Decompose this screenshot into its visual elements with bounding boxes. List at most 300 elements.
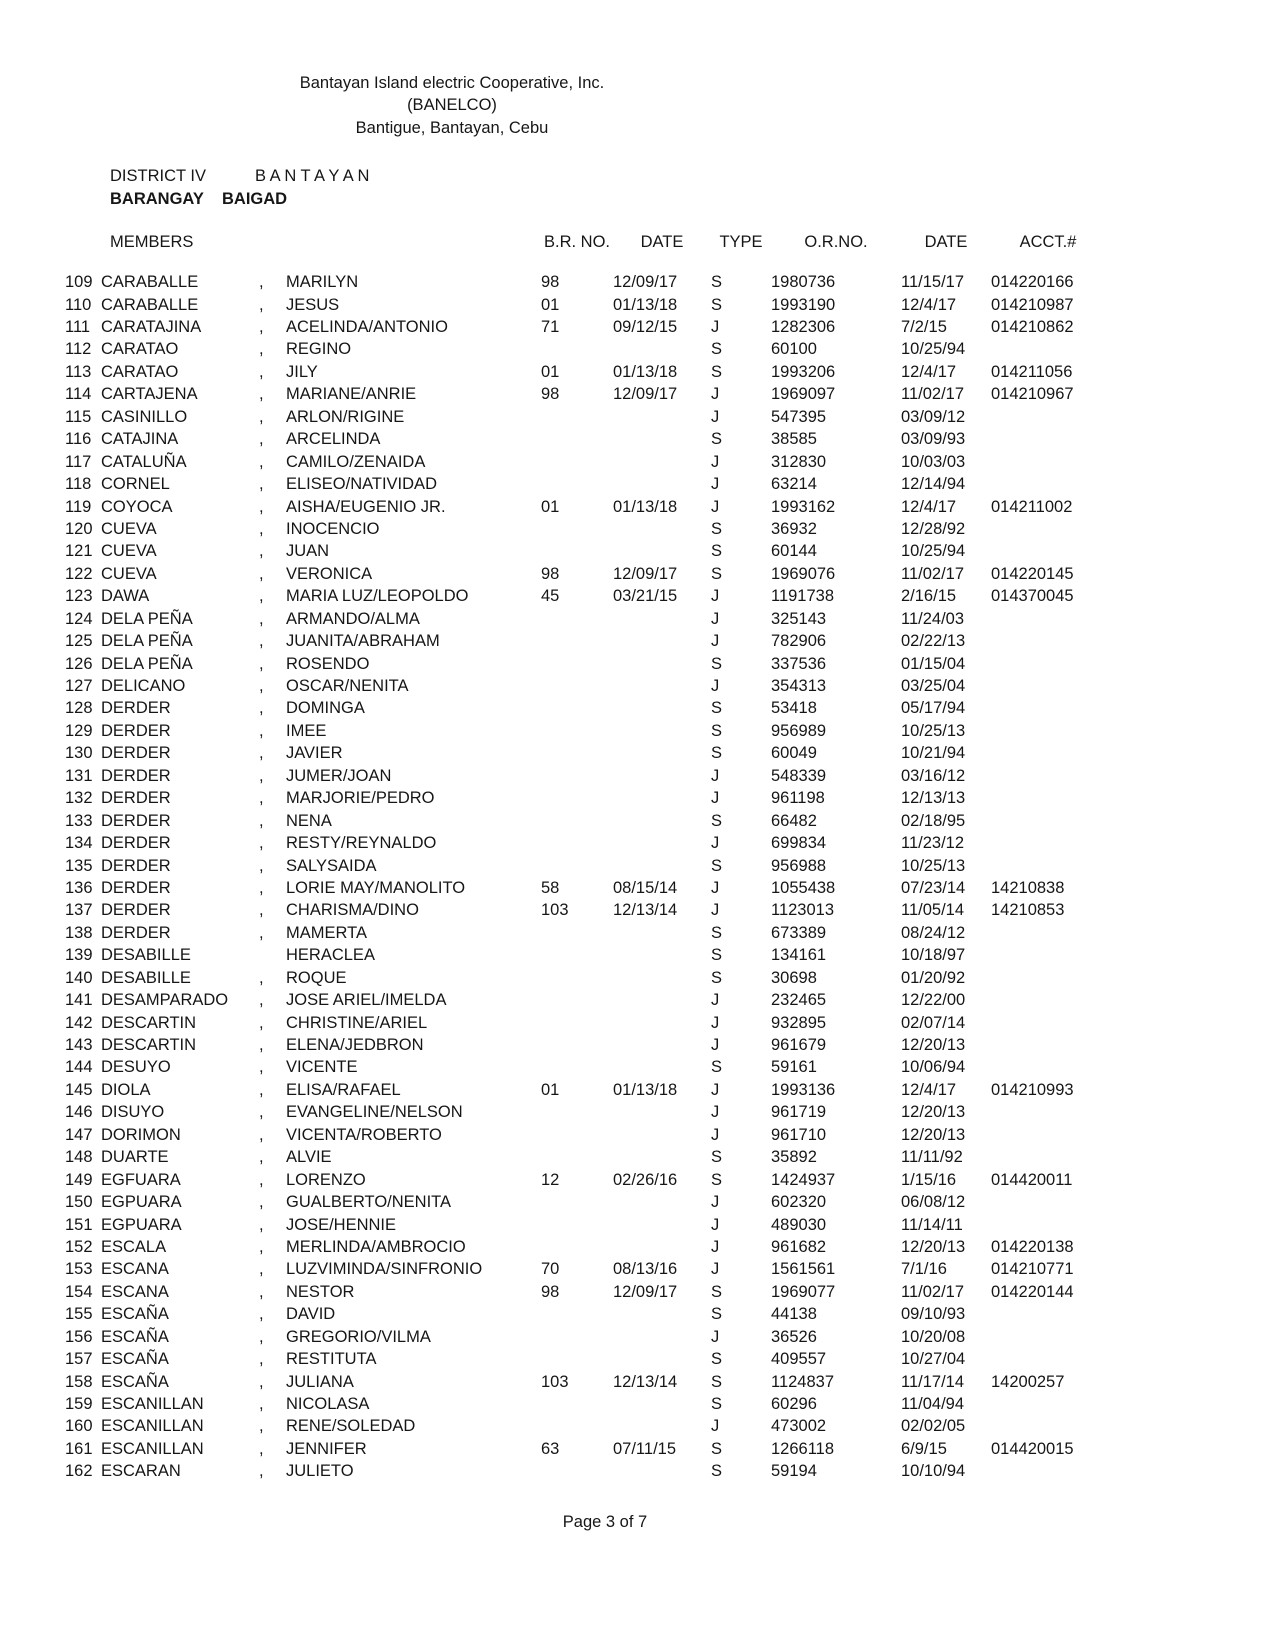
cell-no: 146: [65, 1103, 93, 1122]
cell-or-date: 03/16/12: [901, 766, 966, 785]
cell-given: ARCELINDA: [286, 430, 381, 449]
cell-acct: [991, 630, 1105, 652]
cell-br-no: 98: [541, 1282, 560, 1301]
header-spacer: [65, 253, 1105, 271]
table-row: [65, 1281, 1105, 1303]
cell-type: S: [711, 744, 723, 763]
cell-surname: ESCALA: [101, 1237, 167, 1256]
cell-acct: [991, 743, 1105, 765]
cell-or-date: 10/10/94: [901, 1462, 966, 1481]
table-row: [65, 630, 1105, 652]
cell-or-no: 36526: [771, 1327, 817, 1346]
cell-or-no: 961682: [771, 1237, 827, 1256]
table-row: [65, 1461, 1105, 1483]
cell-br-no: [541, 675, 613, 697]
cell-given: DOMINGA: [286, 699, 365, 718]
cell-given: VICENTA/ROBERTO: [286, 1125, 442, 1144]
cell-surname: DELICANO: [101, 677, 186, 696]
cell-acct: 14210838: [991, 878, 1065, 897]
cell-surname: DERDER: [101, 901, 171, 920]
cell-br-no: 01: [541, 497, 560, 516]
cell-surname: CARABALLE: [101, 273, 199, 292]
cell-acct: 014420011: [991, 1170, 1073, 1189]
cell-no: 152: [65, 1237, 93, 1256]
cell-acct: 014420015: [991, 1439, 1074, 1458]
cell-no: 115: [65, 407, 92, 426]
cell-br-date: [613, 945, 711, 967]
cell-given: JAVIER: [286, 744, 343, 763]
cell-no: 133: [65, 811, 93, 830]
cell-or-no: 60100: [771, 340, 817, 359]
cell-type: S: [711, 856, 723, 875]
cell-given: SALYSAIDA: [286, 856, 377, 875]
cell-br-no: [541, 967, 613, 989]
cell-type: J: [711, 1125, 720, 1144]
cell-type: S: [711, 1372, 723, 1391]
cell-br-no: [541, 406, 613, 428]
cell-acct: [991, 1214, 1105, 1236]
cell-comma: ,: [259, 991, 264, 1010]
cell-given: GUALBERTO/NENITA: [286, 1193, 452, 1212]
cell-surname: DESABILLE: [101, 968, 191, 987]
cell-comma: ,: [259, 273, 264, 292]
cell-br-date: [613, 1034, 711, 1056]
cell-type: J: [711, 318, 720, 337]
cell-type: J: [711, 991, 720, 1010]
cell-or-date: 12/20/13: [901, 1036, 966, 1055]
cell-surname: DERDER: [101, 744, 171, 763]
cell-comma: ,: [259, 1080, 264, 1099]
cell-acct: [991, 1461, 1105, 1483]
cell-or-date: 07/23/14: [901, 878, 966, 897]
cell-surname: CARABALLE: [101, 295, 199, 314]
cell-type: J: [711, 587, 720, 606]
cell-or-no: 956989: [771, 721, 827, 740]
table-row: [65, 922, 1105, 944]
cell-or-date: 11/24/03: [901, 609, 965, 628]
cell-no: 114: [65, 385, 92, 404]
cell-or-date: 03/09/12: [901, 407, 966, 426]
cell-surname: EGPUARA: [101, 1215, 182, 1234]
district-line: [110, 166, 370, 186]
cell-no: 161: [65, 1439, 93, 1458]
cell-surname: CATAJINA: [101, 430, 179, 449]
cell-br-date: 09/12/15: [613, 318, 678, 337]
table-row: [65, 1416, 1105, 1438]
cell-no: 158: [65, 1372, 93, 1391]
cell-or-no: 60144: [771, 542, 817, 561]
cell-or-date: 2/16/15: [901, 587, 957, 606]
cell-or-no: 699834: [771, 834, 827, 853]
cell-given: ACELINDA/ANTONIO: [286, 318, 448, 337]
cell-or-no: 1191738: [771, 587, 835, 606]
cell-type: J: [711, 1215, 720, 1234]
cell-br-date: [613, 406, 711, 428]
org-header: [0, 72, 904, 139]
table-row: [65, 563, 1105, 585]
cell-or-date: 08/24/12: [901, 923, 966, 942]
cell-type: S: [711, 430, 723, 449]
cell-br-no: [541, 989, 613, 1011]
cell-type: S: [711, 1058, 723, 1077]
cell-br-no: [541, 1057, 613, 1079]
cell-comma: ,: [259, 789, 264, 808]
cell-type: J: [711, 632, 720, 651]
cell-br-date: [613, 1124, 711, 1146]
cell-type: S: [711, 654, 723, 673]
cell-acct: [991, 855, 1105, 877]
cell-type: J: [711, 1237, 720, 1256]
table-row: [65, 271, 1105, 293]
cell-or-date: 10/06/94: [901, 1058, 966, 1077]
cell-comma: ,: [259, 497, 264, 516]
cell-given: ELISEO/NATIVIDAD: [286, 475, 437, 494]
cell-acct: [991, 810, 1105, 832]
cell-no: 155: [65, 1305, 93, 1324]
cell-acct: [991, 1416, 1105, 1438]
table-row: [65, 1214, 1105, 1236]
cell-comma: ,: [259, 677, 264, 696]
cell-or-date: 11/02/17: [901, 1282, 965, 1301]
cell-acct: 014220145: [991, 564, 1074, 583]
cell-no: 122: [65, 564, 93, 583]
cell-comma: ,: [259, 475, 264, 494]
cell-br-no: [541, 698, 613, 720]
cell-given: JESUS: [286, 295, 340, 314]
cell-no: 143: [65, 1036, 93, 1055]
cell-no: 139: [65, 946, 93, 965]
table-row: [65, 900, 1105, 922]
cell-or-no: 63214: [771, 475, 817, 494]
table-row: [65, 653, 1105, 675]
cell-acct: [991, 473, 1105, 495]
cell-br-date: [613, 967, 711, 989]
cell-given: EVANGELINE/NELSON: [286, 1103, 463, 1122]
cell-comma: ,: [259, 1439, 264, 1458]
cell-or-date: 10/18/97: [901, 946, 966, 965]
cell-type: J: [711, 834, 720, 853]
cell-type: J: [711, 1036, 720, 1055]
cell-acct: 014370045: [991, 587, 1074, 606]
cell-br-no: 12: [541, 1170, 560, 1189]
cell-br-no: [541, 720, 613, 742]
table-row: [65, 698, 1105, 720]
cell-given: RENE/SOLEDAD: [286, 1417, 416, 1436]
cell-acct: [991, 1348, 1105, 1370]
members-table: [65, 231, 1105, 1483]
cell-given: INOCENCIO: [286, 519, 380, 538]
cell-acct: [991, 429, 1105, 451]
cell-or-date: 11/05/14: [901, 901, 965, 920]
cell-no: 138: [65, 923, 93, 942]
cell-comma: ,: [259, 295, 264, 314]
cell-surname: DIOLA: [101, 1080, 151, 1099]
cell-br-date: 07/11/15: [613, 1439, 677, 1458]
cell-comma: ,: [259, 923, 264, 942]
cell-or-no: 354313: [771, 677, 827, 696]
cell-acct: [991, 945, 1105, 967]
table-row: [65, 451, 1105, 473]
cell-comma: ,: [259, 1036, 264, 1055]
cell-or-no: 1993190: [771, 295, 836, 314]
table-row: [65, 1304, 1105, 1326]
cell-or-date: 12/4/17: [901, 1080, 957, 1099]
cell-br-no: [541, 473, 613, 495]
cell-or-date: 06/08/12: [901, 1193, 966, 1212]
cell-br-date: [613, 1326, 711, 1348]
cell-given: ARLON/RIGINE: [286, 407, 405, 426]
cell-br-no: [541, 788, 613, 810]
cell-given: NICOLASA: [286, 1395, 370, 1414]
cell-type: S: [711, 968, 723, 987]
cell-acct: [991, 832, 1105, 854]
cell-given: AISHA/EUGENIO JR.: [286, 497, 446, 516]
cell-br-date: [613, 810, 711, 832]
cell-surname: DESCARTIN: [101, 1013, 197, 1032]
cell-surname: DERDER: [101, 721, 171, 740]
cell-br-no: [541, 1461, 613, 1483]
cell-or-no: 409557: [771, 1350, 827, 1369]
cell-type: J: [711, 1260, 720, 1279]
cell-or-no: 1282306: [771, 318, 836, 337]
cell-type: J: [711, 1013, 720, 1032]
cell-no: 145: [65, 1080, 93, 1099]
cell-br-no: [541, 1214, 613, 1236]
cell-or-date: 10/27/04: [901, 1350, 966, 1369]
cell-br-no: [541, 1034, 613, 1056]
cell-br-no: [541, 1326, 613, 1348]
cell-or-no: 59194: [771, 1462, 817, 1481]
cell-or-date: 12/28/92: [901, 519, 966, 538]
cell-surname: CATALUÑA: [101, 452, 187, 471]
cell-br-no: [541, 541, 613, 563]
cell-br-no: 01: [541, 362, 560, 381]
cell-type: J: [711, 789, 720, 808]
cell-or-date: 11/15/17: [901, 273, 965, 292]
cell-or-date: 03/25/04: [901, 677, 966, 696]
cell-comma: ,: [259, 856, 264, 875]
cell-acct: [991, 653, 1105, 675]
cell-no: 141: [65, 991, 93, 1010]
cell-or-date: 10/25/13: [901, 856, 966, 875]
cell-type: S: [711, 340, 723, 359]
cell-comma: ,: [259, 1462, 264, 1481]
table-row: [65, 855, 1105, 877]
cell-type: J: [711, 497, 720, 516]
cell-br-no: 98: [541, 564, 560, 583]
cell-no: 132: [65, 789, 93, 808]
cell-or-date: 11/17/14: [901, 1372, 965, 1391]
cell-comma: ,: [259, 385, 264, 404]
cell-comma: ,: [259, 1193, 264, 1212]
cell-or-no: 961198: [771, 789, 825, 808]
cell-comma: [259, 945, 286, 967]
cell-comma: ,: [259, 1327, 264, 1346]
cell-or-date: 05/17/94: [901, 699, 966, 718]
cell-br-no: 63: [541, 1439, 560, 1458]
cell-or-date: 11/14/11: [901, 1215, 963, 1234]
cell-or-no: 59161: [771, 1058, 817, 1077]
cell-comma: ,: [259, 1260, 264, 1279]
cell-acct: [991, 967, 1105, 989]
table-row: [65, 316, 1105, 338]
cell-no: 153: [65, 1260, 93, 1279]
cell-br-no: [541, 810, 613, 832]
cell-br-date: [613, 630, 711, 652]
cell-br-date: [613, 429, 711, 451]
cell-no: 160: [65, 1417, 93, 1436]
cell-no: 130: [65, 744, 93, 763]
cell-or-no: 1124837: [771, 1372, 835, 1391]
cell-given: JULIANA: [286, 1372, 354, 1391]
cell-type: S: [711, 1462, 723, 1481]
cell-no: 159: [65, 1395, 93, 1414]
cell-or-no: 38585: [771, 430, 817, 449]
table-row: [65, 1079, 1105, 1101]
cell-given: MARIANE/ANRIE: [286, 385, 417, 404]
cell-br-date: 12/09/17: [613, 564, 678, 583]
cell-no: 162: [65, 1462, 93, 1481]
cell-comma: ,: [259, 519, 264, 538]
cell-type: S: [711, 1148, 723, 1167]
cell-surname: DAWA: [101, 587, 150, 606]
cell-comma: ,: [259, 1395, 264, 1414]
cell-type: S: [711, 273, 723, 292]
table-row: [65, 945, 1105, 967]
cell-acct: [991, 1012, 1105, 1034]
cell-or-no: 1980736: [771, 273, 836, 292]
table-row: [65, 1012, 1105, 1034]
cell-acct: 014211002: [991, 497, 1073, 516]
cell-surname: DESCARTIN: [101, 1036, 197, 1055]
cell-br-no: [541, 765, 613, 787]
cell-surname: DELA PEÑA: [101, 609, 193, 628]
cell-br-date: 12/09/17: [613, 1282, 678, 1301]
cell-given: DAVID: [286, 1305, 336, 1324]
table-row: [65, 541, 1105, 563]
cell-or-date: 02/02/05: [901, 1417, 966, 1436]
cell-br-no: [541, 1393, 613, 1415]
cell-no: 127: [65, 677, 93, 696]
cell-surname: DERDER: [101, 923, 171, 942]
cell-br-date: [613, 608, 711, 630]
cell-br-date: [613, 1214, 711, 1236]
cell-comma: ,: [259, 901, 264, 920]
cell-given: OSCAR/NENITA: [286, 677, 409, 696]
cell-br-date: 08/15/14: [613, 878, 678, 897]
barangay-label: BARANGAY: [110, 190, 204, 208]
cell-comma: ,: [259, 340, 264, 359]
table-row: [65, 810, 1105, 832]
cell-or-date: 09/10/93: [901, 1305, 966, 1324]
table-row: [65, 406, 1105, 428]
cell-type: S: [711, 295, 723, 314]
cell-acct: [991, 1393, 1105, 1415]
cell-br-no: [541, 945, 613, 967]
cell-surname: ESCAÑA: [101, 1372, 169, 1391]
cell-type: S: [711, 1282, 723, 1301]
cell-surname: ESCANA: [101, 1282, 169, 1301]
cell-or-no: 35892: [771, 1148, 817, 1167]
cell-no: 136: [65, 878, 93, 897]
cell-br-no: 103: [541, 901, 569, 920]
cell-or-date: 12/4/17: [901, 497, 957, 516]
cell-br-no: [541, 1124, 613, 1146]
cell-surname: CASINILLO: [101, 407, 188, 426]
cell-type: J: [711, 452, 720, 471]
cell-type: S: [711, 542, 723, 561]
cell-acct: 14210853: [991, 901, 1065, 920]
cell-no: 110: [65, 295, 92, 314]
cell-surname: ESCANILLAN: [101, 1417, 204, 1436]
cell-type: J: [711, 1193, 720, 1212]
cell-br-no: 01: [541, 295, 560, 314]
cell-br-no: [541, 832, 613, 854]
cell-acct: 014210771: [991, 1260, 1074, 1279]
table-row: [65, 1236, 1105, 1258]
cell-or-date: 12/20/13: [901, 1237, 966, 1256]
cell-br-no: [541, 1191, 613, 1213]
cell-or-no: 1993136: [771, 1080, 836, 1099]
col-header-acct: ACCT.#: [1019, 232, 1077, 251]
cell-given: LORENZO: [286, 1170, 366, 1189]
table-row: [65, 518, 1105, 540]
cell-surname: ESCAÑA: [101, 1327, 169, 1346]
cell-or-no: 782906: [771, 632, 827, 651]
cell-acct: 014210987: [991, 295, 1074, 314]
cell-or-date: 6/9/15: [901, 1439, 947, 1458]
cell-comma: ,: [259, 452, 264, 471]
cell-br-no: [541, 1012, 613, 1034]
cell-given: NESTOR: [286, 1282, 355, 1301]
cell-or-no: 1969097: [771, 385, 836, 404]
cell-no: 128: [65, 699, 93, 718]
cell-br-date: [613, 832, 711, 854]
cell-surname: DELA PEÑA: [101, 632, 193, 651]
cell-surname: CARATAO: [101, 340, 179, 359]
cell-comma: ,: [259, 430, 264, 449]
table-row: [65, 1438, 1105, 1460]
cell-br-date: [613, 1102, 711, 1124]
cell-or-date: 10/25/13: [901, 721, 966, 740]
cell-br-no: 98: [541, 273, 560, 292]
cell-br-date: [613, 788, 711, 810]
cell-type: S: [711, 1439, 723, 1458]
cell-type: J: [711, 609, 720, 628]
cell-given: HERACLEA: [286, 946, 375, 965]
cell-br-no: 01: [541, 1080, 560, 1099]
cell-or-no: 325143: [771, 609, 827, 628]
cell-given: JILY: [286, 362, 318, 381]
cell-br-date: 01/13/18: [613, 1080, 678, 1099]
cell-br-date: [613, 765, 711, 787]
cell-given: RESTY/REYNALDO: [286, 834, 437, 853]
cell-surname: DISUYO: [101, 1103, 165, 1122]
cell-no: 157: [65, 1350, 93, 1369]
cell-br-date: 12/09/17: [613, 273, 678, 292]
cell-or-date: 10/21/94: [901, 744, 966, 763]
cell-given: CAMILO/ZENAIDA: [286, 452, 426, 471]
table-row: [65, 1191, 1105, 1213]
cell-or-date: 12/20/13: [901, 1125, 966, 1144]
col-header-or-no: O.R.NO.: [804, 232, 868, 251]
cell-acct: [991, 541, 1105, 563]
barangay-line: [110, 189, 288, 209]
cell-no: 134: [65, 834, 93, 853]
cell-type: S: [711, 1305, 723, 1324]
cell-comma: ,: [259, 1372, 264, 1391]
cell-no: 119: [65, 497, 92, 516]
